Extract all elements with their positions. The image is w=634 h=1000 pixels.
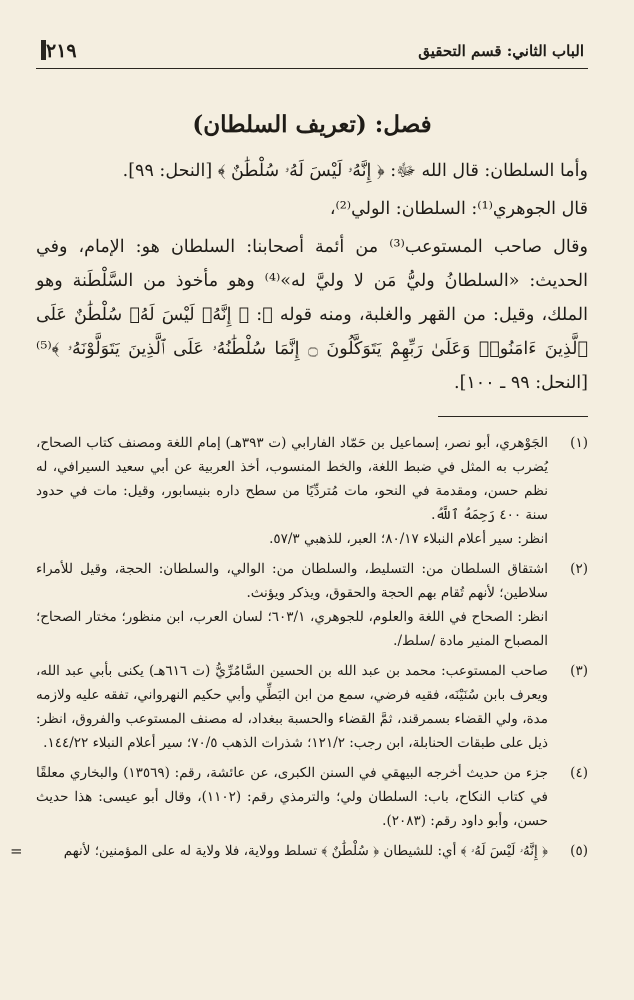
- footnote-1: [36, 431, 588, 551]
- footnote-text: ﴿ إِنَّهُۥ لَيْسَ لَهُۥ ﴾ أي: للشيطان ﴿ سُلْطَٰنٌ ﴾ تسلط وولاية، فلا ولاية له على المؤمنين؛ لأنهم: [63, 843, 548, 859]
- footnote-text: اشتقاق السلطان من: التسليط، والسلطان من: الوالي، والسلطان: الحجة، وقيل للأمراء سلاطين؛ لأنهم تُقام بهم الحجة والحقوق، ويذكر ويؤنث.: [36, 561, 548, 601]
- footnote-text: صاحب المستوعب: محمد بن عبد الله بن الحسين السَّامُرِّيُّ (ت ٦١٦هـ) يكنى بأبي عبد الله، ويعرف بابن سُنَيْنَه، فقيه فرضي، سمع من ابن البَطِّي وأبي حكيم النهرواني، تفقه عليه ولازمه مدة، ولي القضاء بسمرقند، ثمَّ القضاء والحسبة ببغداد، له مصنف المستوعب والفروق، انظر: ذيل على طبقات الحنابلة، ابن رجب: ١٢١/٢؛ شذرات الذهب ٧٠/٥؛ سير أعلام النبلاء ١٤٤/٢٢.: [36, 663, 548, 751]
- footnote-2: [36, 557, 588, 653]
- footnote-divider: [438, 416, 588, 417]
- footnote-3: [36, 659, 588, 755]
- paragraph-mustawib: وقال صاحب المستوعب⁽³⁾ من أئمة أصحابنا: السلطان هو: الإمام، وفي الحديث: «السلطانُ وليُّ مَن لا وليَّ له»⁽⁴⁾ وهو مأخوذ من السَّلْطَنة وهو الملك، وقيل: من القهر والغلبة، ومنه قوله ﷻ: ﴿ إِنَّهُۥ لَيْسَ لَهُۥ سُلْطَٰنٌ عَلَى ٱلَّذِينَ ءَامَنُوا۟ وَعَلَىٰ رَبِّهِمْ يَتَوَكَّلُونَ ۝ إِنَّمَا سُلْطَٰنُهُۥ عَلَى ٱلَّذِينَ يَتَوَلَّوْنَهُۥ ﴾⁽⁵⁾ [النحل: ٩٩ ـ ١٠٠].: [36, 237, 588, 393]
- paragraph-jawhari: قال الجوهري⁽¹⁾: السلطان: الولي⁽²⁾،: [329, 199, 588, 219]
- running-header: [36, 38, 588, 69]
- page-number: [36, 40, 77, 62]
- footnote-5: [10, 839, 588, 863]
- footnote-number: (١): [570, 435, 588, 451]
- main-text: [36, 154, 588, 400]
- footnote-reference: انظر: الصحاح في اللغة والعلوم، للجوهري، ٦٠٣/١؛ لسان العرب، ابن منظور؛ مختار الصحاح؛ المصباح المنير مادة /سلط/.: [36, 609, 549, 649]
- paragraph-quran-citation: وأما السلطان: قال الله ﷻ: ﴿ إِنَّهُۥ لَيْسَ لَهُۥ سُلْطَٰنٌ ﴾ [النحل: ٩٩].: [122, 161, 588, 181]
- footnote-4: [36, 761, 588, 833]
- page-number-value: ٢١٩: [46, 40, 77, 62]
- footnote-number: (٥): [570, 843, 588, 859]
- footnote-number: (٢): [570, 561, 588, 577]
- footnotes: [10, 431, 588, 863]
- running-title: الباب الثاني: قسم التحقيق: [418, 42, 584, 60]
- footnote-number: (٤): [570, 765, 588, 781]
- footnote-text: جزء من حديث أخرجه البيهقي في السنن الكبرى، عن عائشة، رقم: (١٣٥٦٩) والبخاري معلقًا في كتاب النكاح، باب: السلطان ولي؛ والترمذي رقم: (١١٠٢)، وقال أبو عيسى: هذا حديث حسن، وأبو داود رقم: (٢٠٨٣).: [36, 765, 548, 829]
- footnote-reference: انظر: سير أعلام النبلاء ٨٠/١٧؛ العبر، للذهبي ٥٧/٣.: [269, 531, 548, 547]
- continuation-mark: =: [10, 842, 23, 860]
- chapter-heading: فصل: (تعريف السلطان): [192, 111, 432, 138]
- footnote-text: الجَوْهري، أبو نصر، إسماعيل بن حَمّاد الفارابي (ت ٣٩٣هـ) إمام اللغة ومصنف كتاب الصحاح، يُضرب به المثل في ضبط اللغة، والخط المنسوب، أخذ العربية عن أبي سعيد السيرافي، له نظم حسن، ومقدمة في النحو، مات مُتردِّيًا من سطح داره بنيسابور، وقيل: مات في حدود سنة ٤٠٠ رَحِمَهُ ٱللَّهُ.: [36, 435, 548, 523]
- footnote-number: (٣): [570, 663, 588, 679]
